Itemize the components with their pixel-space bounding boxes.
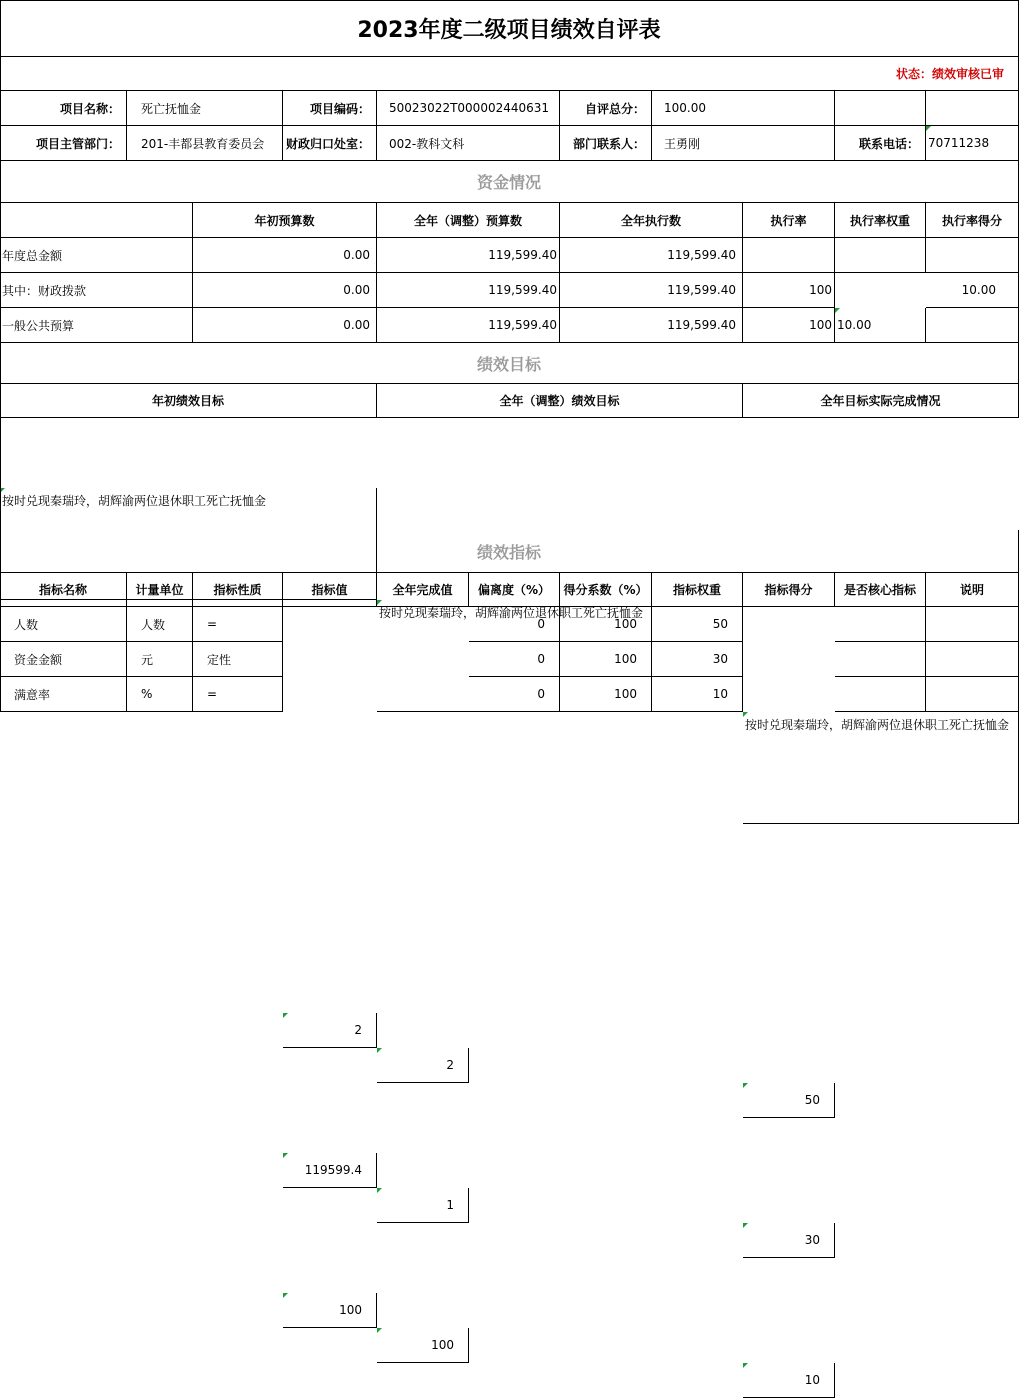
ind-header-completed: 全年完成值 <box>377 573 469 607</box>
total-score-label: 自评总分： <box>560 91 652 126</box>
funds-cell[interactable]: 119,599.40 <box>377 273 560 308</box>
goal-initial-text[interactable]: 按时兑现秦瑞玲，胡辉渝两位退休职工死亡抚恤金 <box>0 488 377 600</box>
finance-label: 财政归口处室： <box>283 126 377 161</box>
ind-header-note: 说明 <box>926 573 1019 607</box>
funds-header-score: 执行率得分 <box>926 203 1019 238</box>
funds-header-rate: 执行率 <box>743 203 835 238</box>
funds-section-title: 资金情况 <box>0 161 1019 203</box>
ind-core[interactable] <box>835 677 926 712</box>
funds-cell[interactable]: 10.00 <box>926 273 1019 308</box>
goal-adjusted-text[interactable]: 按时兑现秦瑞玲，胡辉渝两位退休职工死亡抚恤金 <box>377 600 743 712</box>
dept-label: 项目主管部门： <box>0 126 127 161</box>
finance-value[interactable]: 002-教科文科 <box>377 126 560 161</box>
ind-deviation[interactable]: 0 <box>469 677 560 712</box>
ind-nature[interactable]: = <box>193 677 283 712</box>
funds-row-label: 一般公共预算 <box>0 308 193 343</box>
funds-cell[interactable]: 119,599.40 <box>560 273 743 308</box>
funds-cell[interactable] <box>926 308 1019 343</box>
funds-row-label: 年度总金额 <box>0 238 193 273</box>
project-name-value[interactable]: 死亡抚恤金 <box>127 91 283 126</box>
ind-header-core: 是否核心指标 <box>835 573 926 607</box>
ind-value[interactable]: 100 <box>283 1293 377 1328</box>
goal-actual-text[interactable]: 按时兑现秦瑞玲，胡辉渝两位退休职工死亡抚恤金 <box>743 712 1019 824</box>
ind-header-weight: 指标权重 <box>652 573 743 607</box>
funds-cell[interactable]: 10.00 <box>835 308 926 343</box>
ind-name[interactable]: 资金金额 <box>0 642 127 677</box>
project-name-label: 项目名称： <box>0 91 127 126</box>
ind-header-name: 指标名称 <box>0 573 127 607</box>
funds-cell[interactable] <box>835 308 926 343</box>
funds-header-weight: 执行率权重 <box>835 203 926 238</box>
ind-header-unit: 计量单位 <box>127 573 193 607</box>
ind-nature[interactable]: = <box>193 607 283 642</box>
ind-coefficient[interactable]: 100 <box>560 642 652 677</box>
funds-cell[interactable] <box>835 238 926 273</box>
funds-cell[interactable]: 119,599.40 <box>377 238 560 273</box>
ind-core[interactable] <box>835 607 926 642</box>
ind-header-score: 指标得分 <box>743 573 835 607</box>
contact-value[interactable]: 王勇刚 <box>652 126 835 161</box>
ind-header-nature: 指标性质 <box>193 573 283 607</box>
ind-note[interactable] <box>926 642 1019 677</box>
ind-weight[interactable]: 30 <box>652 642 743 677</box>
empty-cell[interactable] <box>835 91 926 126</box>
funds-row-label: 其中：财政拨款 <box>0 273 193 308</box>
goals-header-adjusted: 全年（调整）绩效目标 <box>377 384 743 418</box>
funds-header-executed: 全年执行数 <box>560 203 743 238</box>
ind-coefficient[interactable]: 100 <box>560 677 652 712</box>
funds-header-blank <box>0 203 193 238</box>
ind-unit[interactable]: 元 <box>127 642 193 677</box>
goals-header-actual: 全年目标实际完成情况 <box>743 384 1019 418</box>
ind-value[interactable]: 119599.4 <box>283 1153 377 1188</box>
ind-deviation[interactable]: 0 <box>469 642 560 677</box>
ind-name[interactable]: 人数 <box>0 607 127 642</box>
ind-note[interactable] <box>926 607 1019 642</box>
ind-coefficient[interactable]: 100 <box>560 607 652 642</box>
ind-completed[interactable]: 1 <box>377 1188 469 1223</box>
funds-cell[interactable]: 119,599.40 <box>560 308 743 343</box>
ind-score[interactable]: 30 <box>743 1223 835 1258</box>
ind-weight[interactable]: 10 <box>652 677 743 712</box>
funds-cell[interactable]: 0.00 <box>193 273 377 308</box>
contact-label: 部门联系人： <box>560 126 652 161</box>
ind-note[interactable] <box>926 677 1019 712</box>
ind-value[interactable]: 2 <box>283 1013 377 1048</box>
dept-value[interactable]: 201-丰都县教育委员会 <box>127 126 283 161</box>
indicators-section-title: 绩效指标 <box>0 530 1019 573</box>
ind-core[interactable] <box>835 642 926 677</box>
ind-weight[interactable]: 50 <box>652 607 743 642</box>
ind-score[interactable]: 50 <box>743 1083 835 1118</box>
ind-score[interactable]: 10 <box>743 1363 835 1398</box>
goals-header-initial: 年初绩效目标 <box>0 384 377 418</box>
project-code-label: 项目编码： <box>283 91 377 126</box>
funds-header-adjusted: 全年（调整）预算数 <box>377 203 560 238</box>
project-code-value[interactable]: 50023022T000002440631 <box>377 91 560 126</box>
ind-header-deviation: 偏离度（%） <box>469 573 560 607</box>
funds-cell[interactable]: 119,599.40 <box>560 238 743 273</box>
ind-completed[interactable]: 2 <box>377 1048 469 1083</box>
funds-cell[interactable]: 100 <box>743 273 835 308</box>
funds-cell[interactable] <box>743 238 835 273</box>
empty-cell[interactable] <box>926 91 1019 126</box>
phone-label: 联系电话： <box>835 126 926 161</box>
goals-section-title: 绩效目标 <box>0 343 1019 384</box>
ind-name[interactable]: 满意率 <box>0 677 127 712</box>
funds-header-initial: 年初预算数 <box>193 203 377 238</box>
ind-unit[interactable]: % <box>127 677 193 712</box>
status-text: 状态：绩效审核已审 <box>0 57 1019 91</box>
funds-cell[interactable]: 100 <box>743 308 835 343</box>
ind-header-coefficient: 得分系数（%） <box>560 573 652 607</box>
ind-header-value: 指标值 <box>283 573 377 607</box>
total-score-value[interactable]: 100.00 <box>652 91 835 126</box>
funds-cell[interactable]: 0.00 <box>193 308 377 343</box>
funds-cell[interactable] <box>926 238 1019 273</box>
funds-cell[interactable]: 119,599.40 <box>377 308 560 343</box>
ind-completed[interactable]: 100 <box>377 1328 469 1363</box>
ind-nature[interactable]: 定性 <box>193 642 283 677</box>
sheet-title: 2023年度二级项目绩效自评表 <box>0 0 1019 57</box>
ind-unit[interactable]: 人数 <box>127 607 193 642</box>
ind-deviation[interactable]: 0 <box>469 607 560 642</box>
phone-value[interactable]: 70711238 <box>926 126 1019 161</box>
funds-cell[interactable]: 0.00 <box>193 238 377 273</box>
